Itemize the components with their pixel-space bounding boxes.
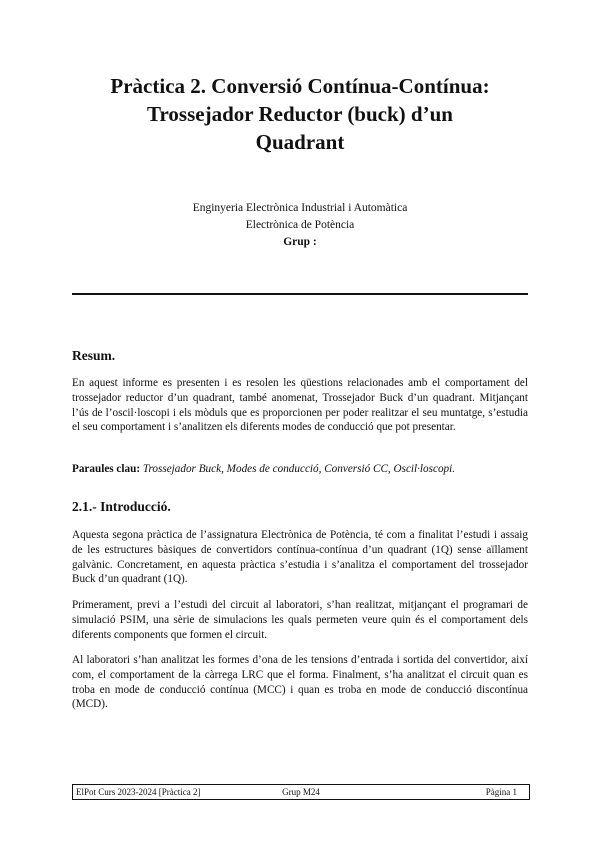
abstract-heading: Resum. (72, 348, 116, 363)
keywords-line (72, 462, 528, 477)
document-meta (100, 200, 500, 251)
course-name: Electrònica de Potència (245, 219, 355, 231)
keywords-label: Paraules clau: (72, 463, 141, 475)
page-footer (72, 784, 530, 800)
document-title (60, 72, 540, 156)
footer-group: Grup M24 (282, 787, 320, 797)
footer-course: ElPot Curs 2023-2024 [Pràctica 2] (76, 787, 201, 797)
footer-page-number: Pàgina 1 (485, 787, 517, 797)
degree-name: Enginyeria Electrònica Industrial i Automàtica (192, 202, 408, 214)
intro-paragraph-2: Primerament, previ a l’estudi del circuit al laboratori, s’han realitzat, mitjançant el programari de simulació PSIM, una sèrie de simulacions les quals permeten veure quin és el comportament dels diferents components que formen el circuit. (72, 599, 528, 641)
title-line-2: Trossejador Reductor (buck) d’un (147, 102, 453, 126)
keywords-value: Trossejador Buck, Modes de conducció, Conversió CC, Oscil·loscopi. (142, 463, 456, 475)
abstract-text: En aquest informe es presenten i es resolen les qüestions relacionades amb el comportament del trossejador reductor d’un quadrant, també anomenat, Trossejador Buck d’un quadrant. Mitjançant l’ús de l’oscil·loscopi i els mòduls que es proporcionen per poder realitzar el seu muntatge, s’estudia el seu comportament i s’analitzen els diferents modes de conducció que pot presentar. (72, 377, 528, 434)
title-line-1: Pràctica 2. Conversió Contínua-Contínua: (110, 74, 490, 98)
intro-paragraph-1: Aquesta segona pràctica de l’assignatura Electrònica de Potència, té com a finalitat l’estudi i assaig de les estructures bàsiques de convertidors contínua-contínua d’un quadrant (1Q) sense aïllament galvànic. Concretament, en aquesta pràctica s’estudia i s’analitza el comportament del trossejador Buck d’un quadrant (1Q). (72, 529, 528, 586)
header-divider (72, 293, 528, 295)
intro-heading: 2.1.- Introducció. (72, 499, 171, 514)
group-label: Grup : (283, 236, 317, 248)
intro-paragraph-3: Al laboratori s’han analitzat les formes d’ona de les tensions d’entrada i sortida del convertidor, així com, el comportament de la càrrega LRC que el forma. Finalment, s’ha analitzat el circuit quan es troba en mode de conducció contínua (MCC) i quan es troba en mode de conducció discontínua (MCD). (72, 654, 528, 711)
title-line-3: Quadrant (255, 130, 345, 154)
